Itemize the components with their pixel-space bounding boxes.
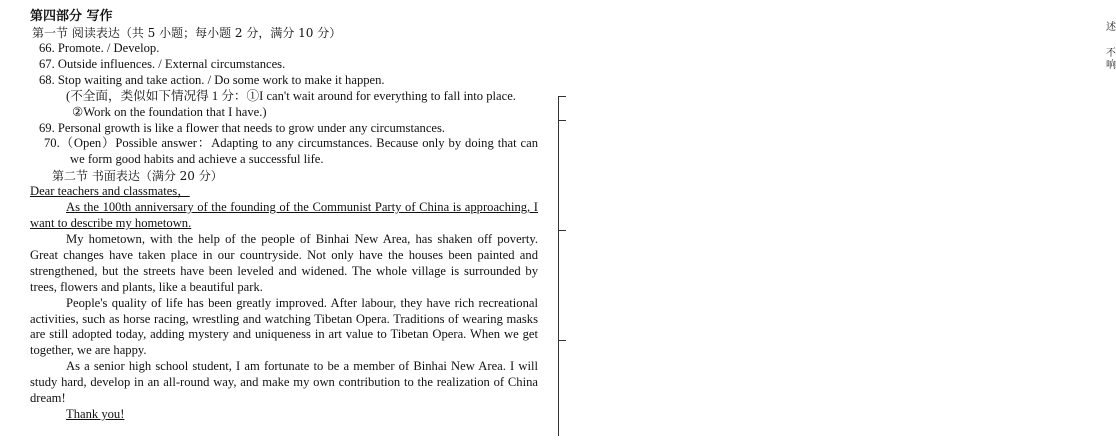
edge-tick [558, 340, 566, 341]
essay-paragraph-1: As the 100th anniversary of the founding of the Communist Party of China is approaching, I want to describe my hometown. [30, 200, 538, 231]
essay-greeting: Dear teachers and classmates， [30, 184, 190, 199]
essay-closing: Thank you! [66, 406, 125, 421]
edge-tick [558, 120, 566, 121]
edge-char-3: 响 [1106, 60, 1116, 71]
essay-paragraph-2: My hometown, with the help of the people of Binhai New Area, has shaken off poverty. Great changes have taken place in our countryside. Not only have the houses been painted and strengthened, but the streets have been leveled and widened. The whole village is surrounded by trees, flowers and plants, like a beautiful park. [30, 231, 538, 294]
answer-66: 66. Promote. / Develop. [39, 41, 160, 55]
answer-67: 67. Outside influences. / External circumstances. [39, 56, 286, 71]
answer-68: 68. Stop waiting and take action. / Do some work to make it happen. [39, 72, 385, 87]
section-1-title: 第一节 阅读表达（共 5 小题；每小题 2 分，满分 10 分） [32, 26, 342, 40]
section-2-title: 第二节 书面表达（满分 20 分） [52, 169, 223, 184]
edge-char-2: 不 [1106, 48, 1116, 59]
answer-70: 70.（Open）Possible answer：Adapting to any circumstances. Because only by doing that can we form good habits and achieve a successful life. [44, 136, 538, 167]
edge-tick [558, 96, 566, 97]
essay-paragraph-4: As a senior high school student, I am fortunate to be a member of Binhai New Area. I will study hard, develop in an all-round way, and make my own contribution to the realization of China dream! [30, 359, 538, 406]
answer-68-scoring-note: (不全面，类似如下情况得 1 分：①I can't wait around for everything to fall into place. ②Work on the foundation that I have.) [66, 88, 516, 119]
edge-tick [558, 230, 566, 231]
part-heading: 第四部分 写作 [30, 9, 113, 24]
essay-paragraph-3: People's quality of life has been greatly improved. After labour, they have rich recreational activities, such as horse racing, wrestling and watching Tibetan Opera. Traditions of wearing masks are still adopted today, adding mystery and uniqueness in art value to Tibetan Opera. When we get together, we are happy. [30, 295, 538, 358]
edge-char-1: 述 [1106, 22, 1116, 33]
answer-69: 69. Personal growth is like a flower that needs to grow under any circumstances. [39, 120, 446, 135]
answer-key-page [30, 8, 538, 423]
adjacent-page-edge [552, 0, 1116, 442]
edge-rule [558, 96, 559, 436]
